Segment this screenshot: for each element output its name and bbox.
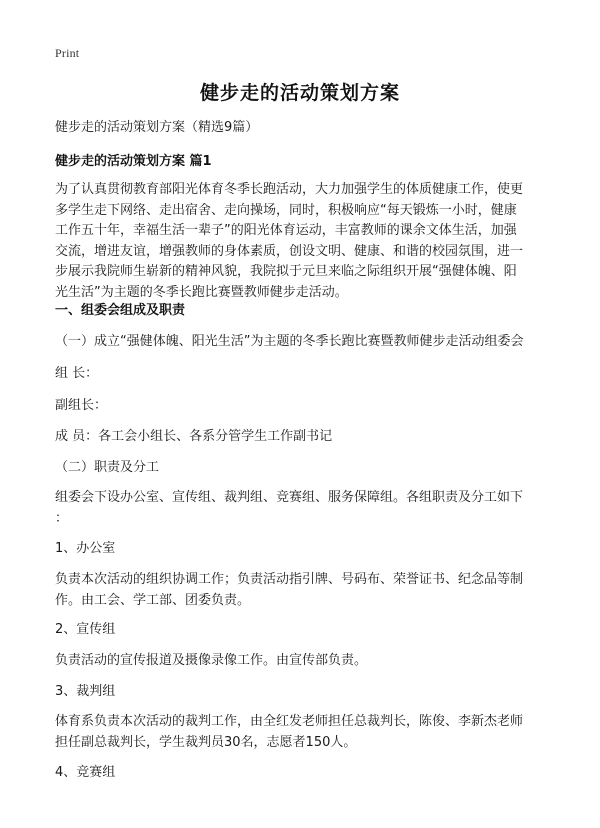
print-label[interactable]: Print [55,46,80,60]
division-line: 组委会下设办公室、宣传组、裁判组、竞赛组、服务保障组。各组职责及分工如下 [55,490,524,505]
item-establish-committee: （一）成立“强健体魄、阳光生活”为主题的冬季长跑比赛暨教师健步走活动组委会 [55,334,524,349]
document-subtitle: 健步走的活动策划方案（精选9篇） [55,120,259,135]
referee-paragraph [55,712,555,753]
item-duties: （二）职责及分工 [55,460,160,475]
intro-line: 交流，增进友谊，增强教师的身体素质，创设文明、健康、和谐的校园氛围，进一 [55,243,524,259]
committee-vice-leader: 副组长： [55,398,108,413]
competition-heading: 4、竞赛组 [55,765,116,780]
intro-paragraph [55,180,555,303]
intro-line: 工作五十年，幸福生活一辈子”的阳光体育运动，丰富教师的课余文体生活，加强 [55,223,517,238]
publicity-paragraph: 负责活动的宣传报道及摄像录像工作。由宣传部负责。 [55,653,368,668]
intro-line: 为了认真贯彻教育部阳光体育冬季长跑活动，大力加强学生的体质健康工作，使更 [55,182,524,197]
committee-leader: 组 长： [55,366,99,381]
division-paragraph [55,488,555,529]
heading-committee: 一、组委会组成及职责 [55,303,186,318]
office-line: 作。由工会、学工部、团委负责。 [55,592,251,608]
section-title: 健步走的活动策划方案 篇1 [55,154,212,169]
publicity-heading: 2、宣传组 [55,622,116,637]
committee-members: 成 员：各工会小组长、各系分管学生工作副书记 [55,429,333,444]
referee-line: 体育系负责本次活动的裁判工作，由全红发老师担任总裁判长，陈俊、李新杰老师 [55,714,524,729]
office-heading: 1、办公室 [55,541,116,556]
page-title: 健步走的活动策划方案 [199,82,400,104]
office-line: 负责本次活动的组织协调工作；负责活动指引牌、号码布、荣誉证书、纪念品等制 [55,572,524,587]
referee-line: 担任副总裁判长，学生裁判员30名，志愿者150人。 [55,734,357,750]
referee-heading: 3、裁判组 [55,684,116,699]
office-paragraph [55,570,555,611]
intro-line: 光生活”为主题的冬季长跑比赛暨教师健步走活动。 [55,284,348,300]
intro-line: 步展示我院师生崭新的精神风貌，我院拟于元旦来临之际组织开展“强健体魄、阳 [55,264,517,279]
division-line: ： [55,510,69,526]
intro-line: 多学生走下网络、走出宿舍、走向操场，同时，积极响应“每天锻炼一小时，健康 [55,202,517,218]
